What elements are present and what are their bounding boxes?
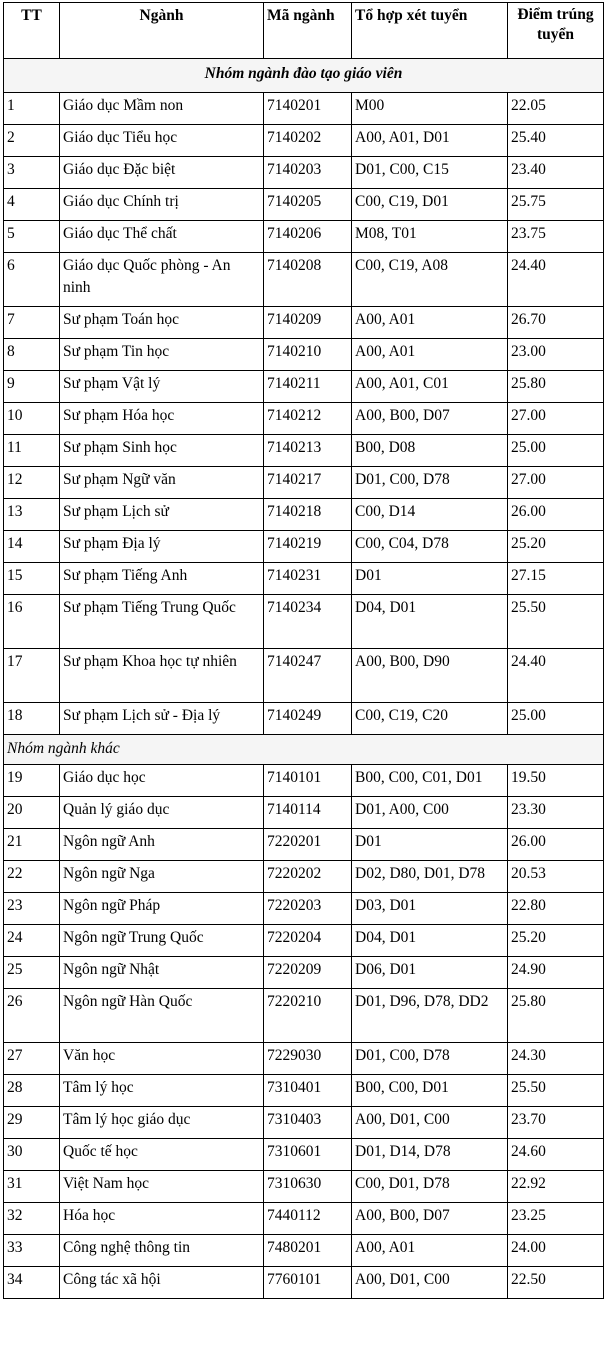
cell-ma-nganh: 7310403 [264,1107,352,1139]
cell-tt: 11 [4,435,60,467]
cell-nganh: Sư phạm Khoa học tự nhiên [60,649,264,703]
cell-diem: 24.40 [508,253,604,307]
cell-tt: 5 [4,221,60,253]
cell-diem: 24.00 [508,1235,604,1267]
cell-tt: 2 [4,125,60,157]
cell-to-hop: M08, T01 [352,221,508,253]
cell-nganh: Giáo dục Thể chất [60,221,264,253]
cell-nganh: Ngôn ngữ Hàn Quốc [60,989,264,1043]
cell-tt: 12 [4,467,60,499]
cell-diem: 26.00 [508,499,604,531]
cell-nganh: Tâm lý học [60,1075,264,1107]
cell-tt: 6 [4,253,60,307]
cell-tt: 26 [4,989,60,1043]
cell-to-hop: B00, C00, C01, D01 [352,765,508,797]
table-row [4,1235,604,1267]
cell-to-hop: B00, C00, D01 [352,1075,508,1107]
cell-to-hop: D01 [352,563,508,595]
cell-tt: 18 [4,703,60,735]
cell-nganh: Quản lý giáo dục [60,797,264,829]
cell-to-hop: D01, C00, D78 [352,1043,508,1075]
cell-ma-nganh: 7220209 [264,957,352,989]
cell-to-hop: D01, C00, D78 [352,467,508,499]
cell-to-hop: D01, D14, D78 [352,1139,508,1171]
cell-ma-nganh: 7140201 [264,93,352,125]
cell-nganh: Ngôn ngữ Anh [60,829,264,861]
table-row [4,957,604,989]
cell-ma-nganh: 7140203 [264,157,352,189]
cell-to-hop: A00, A01, D01 [352,125,508,157]
cell-nganh: Quốc tế học [60,1139,264,1171]
cell-diem: 23.25 [508,1203,604,1235]
table-row [4,499,604,531]
cell-ma-nganh: 7140219 [264,531,352,563]
cell-tt: 19 [4,765,60,797]
cell-diem: 27.00 [508,467,604,499]
cell-to-hop: C00, D01, D78 [352,1171,508,1203]
table-row [4,1171,604,1203]
cell-ma-nganh: 7140205 [264,189,352,221]
cell-ma-nganh: 7310401 [264,1075,352,1107]
cell-ma-nganh: 7140217 [264,467,352,499]
cell-to-hop: D06, D01 [352,957,508,989]
cell-to-hop: C00, C19, A08 [352,253,508,307]
cell-to-hop: A00, A01 [352,307,508,339]
cell-to-hop: A00, A01, C01 [352,371,508,403]
cell-ma-nganh: 7140213 [264,435,352,467]
group-title: Nhóm ngành đào tạo giáo viên [4,59,604,93]
cell-to-hop: A00, A01 [352,339,508,371]
header-nganh: Ngành [60,3,264,59]
cell-nganh: Ngôn ngữ Nga [60,861,264,893]
cell-tt: 30 [4,1139,60,1171]
cell-diem: 23.30 [508,797,604,829]
cell-diem: 25.40 [508,125,604,157]
cell-ma-nganh: 7440112 [264,1203,352,1235]
group-row [4,735,604,765]
cell-nganh: Sư phạm Địa lý [60,531,264,563]
cell-tt: 25 [4,957,60,989]
cell-ma-nganh: 7310630 [264,1171,352,1203]
cell-diem: 22.50 [508,1267,604,1299]
cell-to-hop: D01 [352,829,508,861]
cell-diem: 24.90 [508,957,604,989]
cell-to-hop: C00, C19, C20 [352,703,508,735]
table-row [4,157,604,189]
cell-ma-nganh: 7220201 [264,829,352,861]
table-row [4,125,604,157]
cell-tt: 14 [4,531,60,563]
cell-nganh: Sư phạm Hóa học [60,403,264,435]
cell-nganh: Sư phạm Tin học [60,339,264,371]
cell-diem: 25.50 [508,1075,604,1107]
cell-to-hop: D04, D01 [352,925,508,957]
cell-ma-nganh: 7140212 [264,403,352,435]
cell-to-hop: C00, D14 [352,499,508,531]
cell-nganh: Giáo dục học [60,765,264,797]
table-row [4,1075,604,1107]
cell-diem: 25.75 [508,189,604,221]
cell-diem: 27.15 [508,563,604,595]
cell-to-hop: A00, B00, D07 [352,1203,508,1235]
cell-diem: 23.75 [508,221,604,253]
header-ma-nganh: Mã ngành [264,3,352,59]
table-row [4,339,604,371]
cell-ma-nganh: 7140218 [264,499,352,531]
cell-ma-nganh: 7140210 [264,339,352,371]
cell-nganh: Giáo dục Đặc biệt [60,157,264,189]
table-row [4,307,604,339]
table-row [4,1139,604,1171]
cell-ma-nganh: 7229030 [264,1043,352,1075]
table-row [4,829,604,861]
cell-ma-nganh: 7140247 [264,649,352,703]
cell-ma-nganh: 7140206 [264,221,352,253]
cell-tt: 1 [4,93,60,125]
admission-scores-table [3,2,604,1299]
cell-ma-nganh: 7760101 [264,1267,352,1299]
cell-tt: 10 [4,403,60,435]
cell-diem: 19.50 [508,765,604,797]
cell-nganh: Sư phạm Toán học [60,307,264,339]
cell-to-hop: A00, D01, C00 [352,1267,508,1299]
cell-nganh: Ngôn ngữ Trung Quốc [60,925,264,957]
cell-tt: 15 [4,563,60,595]
cell-tt: 32 [4,1203,60,1235]
cell-to-hop: D03, D01 [352,893,508,925]
cell-diem: 22.05 [508,93,604,125]
table-row [4,925,604,957]
cell-to-hop: A00, B00, D07 [352,403,508,435]
table-row [4,93,604,125]
cell-diem: 24.40 [508,649,604,703]
group-title: Nhóm ngành khác [4,735,604,765]
table-row [4,1203,604,1235]
cell-tt: 24 [4,925,60,957]
header-row [4,3,604,59]
cell-tt: 28 [4,1075,60,1107]
table-row [4,1267,604,1299]
cell-ma-nganh: 7140101 [264,765,352,797]
table-row [4,531,604,563]
cell-ma-nganh: 7140208 [264,253,352,307]
cell-diem: 25.50 [508,595,604,649]
cell-diem: 23.70 [508,1107,604,1139]
cell-tt: 34 [4,1267,60,1299]
cell-tt: 21 [4,829,60,861]
table-row [4,403,604,435]
table-row [4,435,604,467]
cell-tt: 31 [4,1171,60,1203]
cell-to-hop: A00, D01, C00 [352,1107,508,1139]
table-row [4,989,604,1043]
cell-diem: 26.70 [508,307,604,339]
cell-ma-nganh: 7220203 [264,893,352,925]
cell-to-hop: D02, D80, D01, D78 [352,861,508,893]
cell-to-hop: D01, C00, C15 [352,157,508,189]
cell-nganh: Sư phạm Lịch sử [60,499,264,531]
cell-tt: 17 [4,649,60,703]
cell-tt: 9 [4,371,60,403]
table-row [4,861,604,893]
cell-ma-nganh: 7140202 [264,125,352,157]
cell-nganh: Giáo dục Mầm non [60,93,264,125]
cell-ma-nganh: 7220202 [264,861,352,893]
cell-tt: 4 [4,189,60,221]
cell-diem: 20.53 [508,861,604,893]
cell-tt: 20 [4,797,60,829]
table-row [4,371,604,403]
header-diem: Điểm trúng tuyển [508,3,604,59]
cell-tt: 8 [4,339,60,371]
table-row [4,467,604,499]
cell-tt: 23 [4,893,60,925]
table-row [4,1043,604,1075]
cell-ma-nganh: 7140231 [264,563,352,595]
cell-diem: 25.80 [508,371,604,403]
cell-to-hop: D01, A00, C00 [352,797,508,829]
cell-nganh: Sư phạm Vật lý [60,371,264,403]
cell-to-hop: C00, C19, D01 [352,189,508,221]
table-row [4,1107,604,1139]
cell-diem: 25.00 [508,703,604,735]
cell-nganh: Ngôn ngữ Pháp [60,893,264,925]
cell-tt: 13 [4,499,60,531]
cell-diem: 25.20 [508,925,604,957]
cell-diem: 22.92 [508,1171,604,1203]
cell-nganh: Sư phạm Sinh học [60,435,264,467]
header-tt: TT [4,3,60,59]
cell-tt: 22 [4,861,60,893]
cell-nganh: Giáo dục Quốc phòng - An ninh [60,253,264,307]
table-row [4,563,604,595]
cell-nganh: Việt Nam học [60,1171,264,1203]
table-row [4,221,604,253]
cell-tt: 27 [4,1043,60,1075]
cell-ma-nganh: 7220210 [264,989,352,1043]
cell-nganh: Hóa học [60,1203,264,1235]
cell-nganh: Sư phạm Tiếng Anh [60,563,264,595]
cell-ma-nganh: 7140211 [264,371,352,403]
cell-diem: 23.00 [508,339,604,371]
cell-diem: 26.00 [508,829,604,861]
cell-nganh: Giáo dục Chính trị [60,189,264,221]
cell-to-hop: D04, D01 [352,595,508,649]
cell-to-hop: B00, D08 [352,435,508,467]
table-row [4,253,604,307]
cell-tt: 29 [4,1107,60,1139]
cell-diem: 25.80 [508,989,604,1043]
cell-nganh: Sư phạm Tiếng Trung Quốc [60,595,264,649]
cell-ma-nganh: 7310601 [264,1139,352,1171]
cell-ma-nganh: 7220204 [264,925,352,957]
table-row [4,649,604,703]
cell-nganh: Văn học [60,1043,264,1075]
cell-diem: 24.30 [508,1043,604,1075]
cell-diem: 25.00 [508,435,604,467]
cell-to-hop: M00 [352,93,508,125]
cell-tt: 3 [4,157,60,189]
cell-diem: 23.40 [508,157,604,189]
table-row [4,595,604,649]
cell-nganh: Công tác xã hội [60,1267,264,1299]
cell-tt: 33 [4,1235,60,1267]
cell-nganh: Tâm lý học giáo dục [60,1107,264,1139]
cell-to-hop: A00, B00, D90 [352,649,508,703]
table-row [4,189,604,221]
cell-diem: 24.60 [508,1139,604,1171]
cell-to-hop: D01, D96, D78, DD2 [352,989,508,1043]
cell-diem: 22.80 [508,893,604,925]
cell-to-hop: A00, A01 [352,1235,508,1267]
cell-to-hop: C00, C04, D78 [352,531,508,563]
cell-diem: 27.00 [508,403,604,435]
table-row [4,893,604,925]
cell-nganh: Giáo dục Tiểu học [60,125,264,157]
cell-nganh: Sư phạm Ngữ văn [60,467,264,499]
cell-ma-nganh: 7140249 [264,703,352,735]
cell-diem: 25.20 [508,531,604,563]
cell-nganh: Ngôn ngữ Nhật [60,957,264,989]
cell-ma-nganh: 7140234 [264,595,352,649]
cell-ma-nganh: 7480201 [264,1235,352,1267]
table-row [4,797,604,829]
header-to-hop: Tổ hợp xét tuyển [352,3,508,59]
cell-tt: 7 [4,307,60,339]
cell-ma-nganh: 7140209 [264,307,352,339]
table-row [4,703,604,735]
cell-ma-nganh: 7140114 [264,797,352,829]
group-row [4,59,604,93]
cell-tt: 16 [4,595,60,649]
cell-nganh: Sư phạm Lịch sử - Địa lý [60,703,264,735]
table-row [4,765,604,797]
cell-nganh: Công nghệ thông tin [60,1235,264,1267]
